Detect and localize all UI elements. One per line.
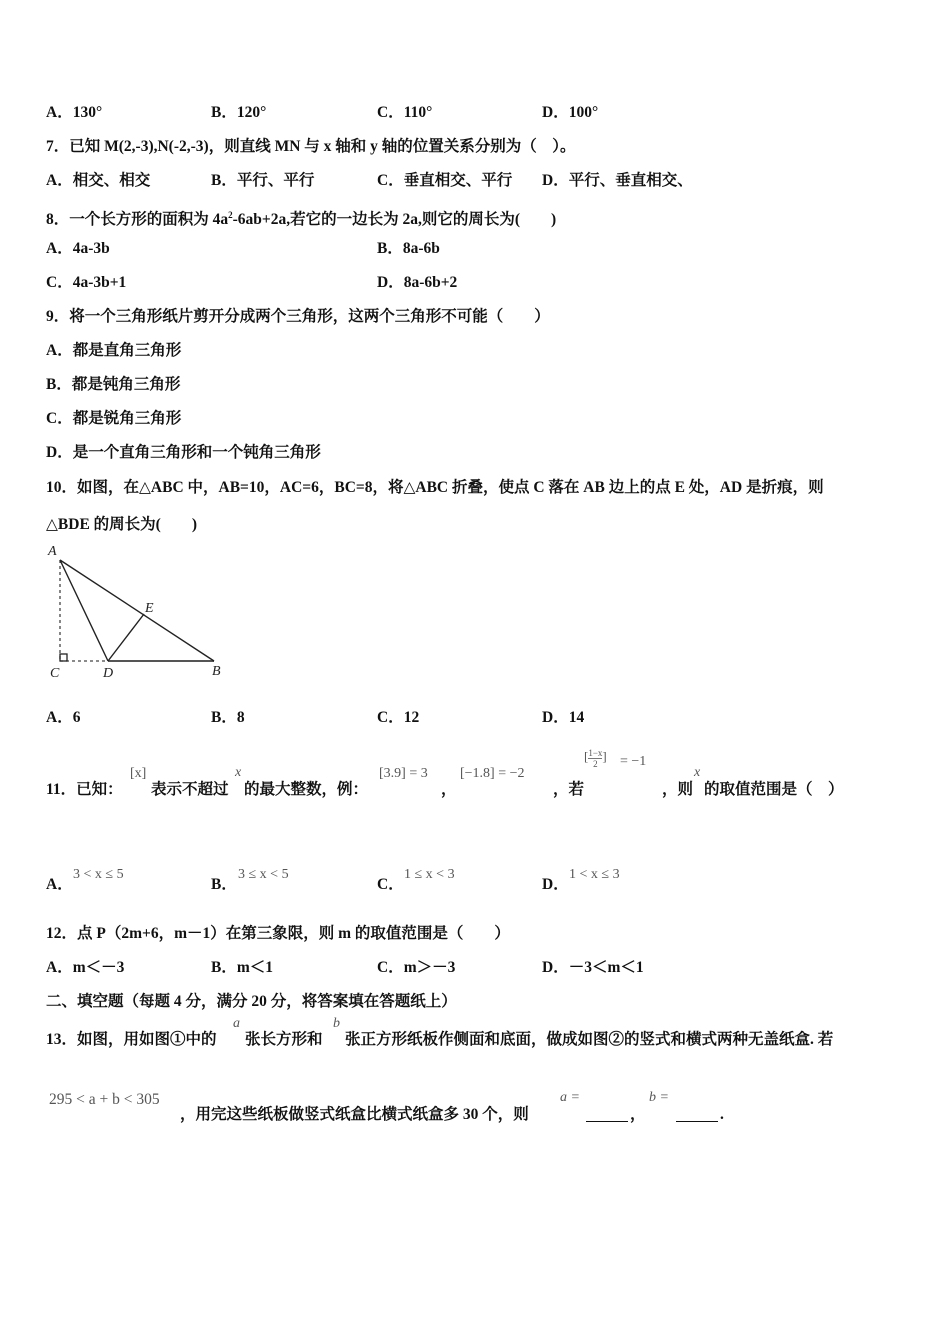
q13-var-b: b [333, 1016, 340, 1031]
q11-option-b-expr: 3 ≤ x < 5 [238, 867, 289, 882]
label-e: E [145, 601, 154, 616]
q11-example1: [3.9] = 3 [379, 766, 428, 781]
q12-option-d: D．－3＜m＜1 [542, 959, 644, 976]
q11-fraction-denominator: 2 [593, 759, 598, 769]
q12-option-b: B．m＜1 [211, 959, 274, 976]
q7-option-d: D．平行、垂直相交、 [542, 172, 693, 189]
q9-stem: 9．将一个三角形纸片剪开分成两个三角形，这两个三角形不可能（ ） [46, 308, 550, 325]
q12-option-a: A．m＜－3 [46, 959, 125, 976]
q7-stem: 7．已知 M(2,-3),N(-2,-3)，则直线 MN 与 x 轴和 y 轴的位置关系分别为（ ）。 [46, 138, 576, 155]
q9-option-d: D．是一个直角三角形和一个钝角三角形 [46, 444, 321, 461]
q8-stem-post: -6ab+2a,若它的一边长为 2a,则它的周长为( ) [232, 211, 557, 229]
segment-de [108, 614, 144, 661]
q12-stem: 12．点 P（2m+6，m－1）在第三象限，则 m 的取值范围是（ ） [46, 925, 510, 942]
label-d: D [103, 666, 114, 681]
q6-option-d: D．100° [542, 104, 599, 121]
q10-option-a: A．6 [46, 709, 81, 726]
q10-stem-line2: △BDE 的周长为( ) [46, 516, 197, 533]
q7-option-a: A．相交、相交 [46, 172, 151, 189]
q11-option-c-expr: 1 ≤ x < 3 [404, 867, 455, 882]
label-a: A [48, 544, 57, 559]
right-angle-mark [60, 654, 67, 661]
q13-text-mid: 张长方形和 [245, 1031, 323, 1048]
q11-text4: ，则 [662, 781, 694, 798]
q13-answer-blank-b[interactable] [676, 1121, 718, 1122]
label-b: B [212, 664, 221, 679]
q11-equals: = −1 [620, 754, 647, 769]
q12-option-c: C．m＞－3 [377, 959, 456, 976]
q10-option-b: B．8 [211, 709, 245, 726]
q8-option-d: D．8a-6b+2 [377, 274, 458, 291]
q13-period: . [720, 1106, 724, 1123]
q11-prefix: 11．已知： [46, 781, 123, 798]
q13-a-equals: a = [560, 1090, 580, 1105]
section-2-heading: 二、填空题（每题 4 分，满分 20 分，将答案填在答题纸上） [46, 993, 457, 1010]
q13-text-post: 张正方形纸板作侧面和底面，做成如图②的竖式和横式两种无盖纸盒. 若 [345, 1031, 834, 1048]
q8-stem [46, 205, 556, 230]
q11-option-a-label: A． [46, 876, 73, 893]
q11-option-d-expr: 1 < x ≤ 3 [569, 867, 620, 882]
q13-inequality: 295 < a + b < 305 [49, 1091, 160, 1108]
q11-option-b-label: B． [211, 876, 237, 893]
q11-option-d-label: D． [542, 876, 569, 893]
q6-option-c: C．110° [377, 104, 433, 121]
q9-option-a: A．都是直角三角形 [46, 342, 182, 359]
q11-var-x: x [235, 765, 242, 780]
q13-b-equals: b = [649, 1090, 669, 1105]
q6-option-a: A．130° [46, 104, 103, 121]
q11-comma: ， [441, 781, 457, 798]
q6-option-b: B．120° [211, 104, 267, 121]
q7-option-c: C．垂直相交、平行 [377, 172, 513, 189]
q8-option-c: C．4a-3b+1 [46, 274, 127, 291]
q9-option-b: B．都是钝角三角形 [46, 376, 181, 393]
q13-var-a: a [233, 1016, 240, 1031]
q7-option-b: B．平行、平行 [211, 172, 315, 189]
q13-text-pre: 13．如图，用如图①中的 [46, 1031, 217, 1048]
q10-option-c: C．12 [377, 709, 420, 726]
q8-stem-pre: 8．一个长方形的面积为 4a [46, 211, 229, 229]
q8-option-a: A．4a-3b [46, 240, 110, 257]
q13-answer-blank-a[interactable] [586, 1121, 628, 1122]
q11-text1: 表示不超过 [151, 781, 229, 798]
q11-example2: [−1.8] = −2 [460, 766, 525, 781]
q8-option-b: B．8a-6b [377, 240, 440, 257]
q11-fraction-numerator: 1−x [588, 748, 603, 758]
q9-option-c: C．都是锐角三角形 [46, 410, 182, 427]
label-c: C [50, 666, 60, 681]
segment-ab [60, 560, 214, 661]
q8-stem-sup: 2 [228, 210, 233, 220]
q13-text-line2: ，用完这些纸板做竖式纸盒比横式纸盒多 30 个，则 [180, 1106, 529, 1123]
q11-text2: 的最大整数，例： [244, 781, 369, 798]
q11-floor-x: [x] [130, 766, 147, 781]
q11-text5: 的取值范围是（ ） [704, 781, 844, 798]
q10-option-d: D．14 [542, 709, 585, 726]
q13-separator: ， [630, 1106, 646, 1123]
q10-stem-line1: 10．如图，在△ABC 中，AB=10，AC=6，BC=8，将△ABC 折叠，使点 C 落在 AB 边上的点 E 处，AD 是折痕，则 [46, 479, 824, 496]
q11-fraction: [ $\frac{1-x}{2}$ ] [584, 748, 607, 769]
q10-triangle-figure [40, 540, 240, 685]
q11-option-a-expr: 3 < x ≤ 5 [73, 867, 124, 882]
q11-var-x-2: x [694, 765, 701, 780]
q11-option-c-label: C． [377, 876, 404, 893]
q11-text3: ，若 [553, 781, 585, 798]
